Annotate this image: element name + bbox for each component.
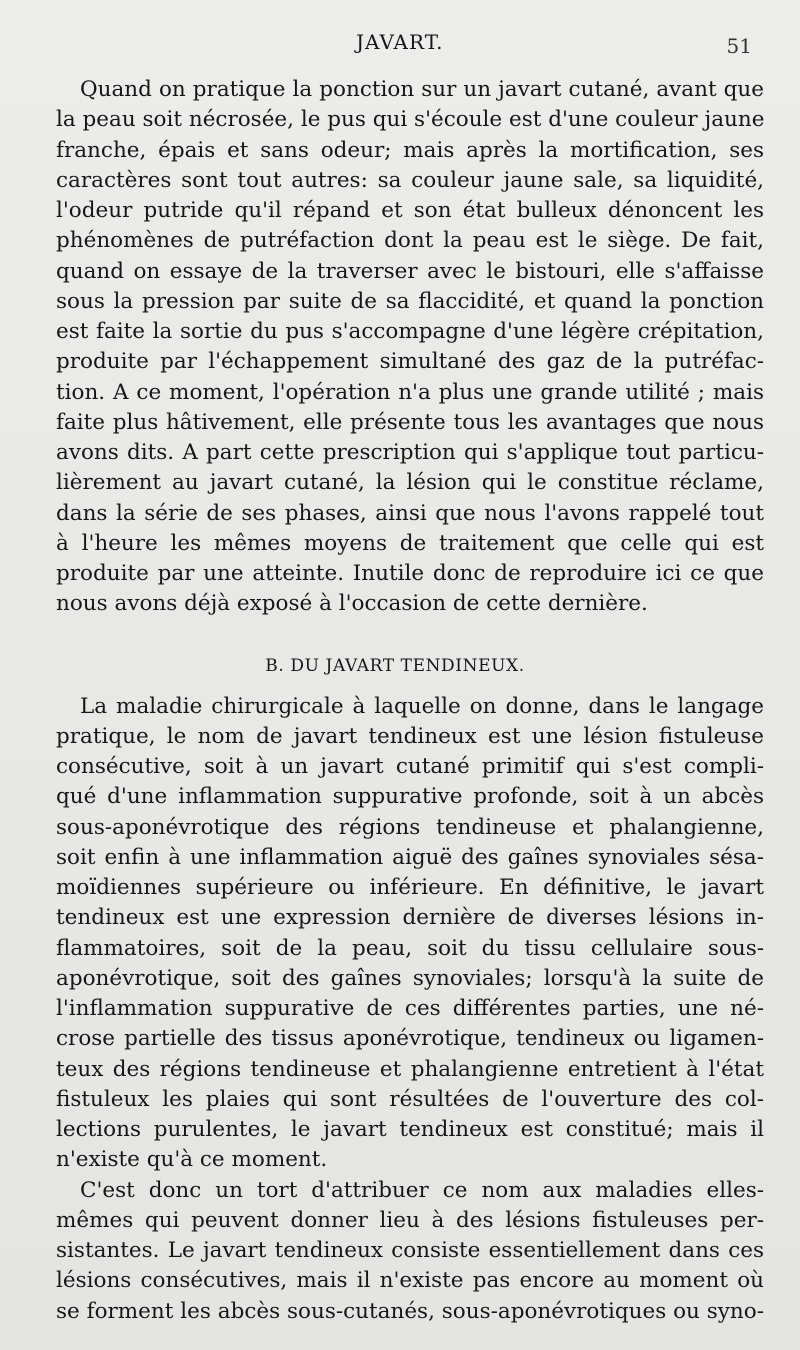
text-line: produite par une atteinte. Inutile donc de reproduire ici ce que <box>56 561 764 586</box>
section-b-paragraph-2 <box>56 1176 764 1327</box>
text-line: dans la série de ses phases, ainsi que nous l'avons rappelé tout <box>56 500 764 526</box>
heading-spacer <box>56 680 764 692</box>
text-line: phénomènes de putréfaction dont la peau est le siège. De fait, <box>56 228 764 254</box>
text-line: Quand on pratique la ponction sur un javart cutané, avant que <box>80 77 764 102</box>
page-number: 51 <box>726 34 752 58</box>
body-text <box>56 75 764 1327</box>
text-line: faite plus hâtivement, elle présente tous les avantages que nous <box>56 409 764 435</box>
text-line: aponévrotique, soit des gaînes synoviales; lorsqu'à la suite de <box>56 965 764 991</box>
text-line: l'inflammation suppurative de ces différentes parties, une né- <box>56 996 764 1021</box>
text-line: franche, épais et sans odeur; mais après la mortification, ses <box>56 137 764 163</box>
text-line: tendineux est une expression dernière de diverses lésions in- <box>56 905 764 931</box>
text-line: quand on essaye de la traverser avec le bistouri, elle s'affaisse <box>56 258 764 284</box>
text-line: se forment les abcès sous-cutanés, sous-aponévrotiques ou syno- <box>56 1298 764 1324</box>
text-line: flammatoires, soit de la peau, soit du tissu cellulaire sous- <box>56 935 764 961</box>
text-line: teux des régions tendineuse et phalangienne entretient à l'état <box>56 1056 764 1082</box>
text-line: est faite la sortie du pus s'accompagne d'une légère crépitation, <box>56 319 764 344</box>
text-line: mêmes qui peuvent donner lieu à des lésions fistuleuses per- <box>56 1207 764 1233</box>
text-line: sistantes. Le javart tendineux consiste essentiellement dans ces <box>56 1238 764 1263</box>
text-line: à l'heure les mêmes moyens de traitement que celle qui est <box>56 530 764 556</box>
text-line: lections purulentes, le javart tendineux est constitué; mais il <box>56 1117 764 1142</box>
text-line: C'est donc un tort d'attribuer ce nom aux maladies elles- <box>80 1177 764 1203</box>
text-line: La maladie chirurgicale à laquelle on donne, dans le langage <box>80 693 764 719</box>
text-line: sous-aponévrotique des régions tendineuse et phalangienne, <box>56 814 764 840</box>
text-line: moïdiennes supérieure ou inférieure. En définitive, le javart <box>56 875 764 900</box>
text-line: nous avons déjà exposé à l'occasion de cette dernière. <box>56 591 648 617</box>
text-line: soit enfin à une inflammation aiguë des gaînes synoviales sésa- <box>56 844 764 870</box>
text-line: la peau soit nécrosée, le pus qui s'écoule est d'une couleur jaune <box>56 107 764 133</box>
text-line: crose partielle des tissus aponévrotique, tendineux ou ligamen- <box>56 1026 764 1052</box>
section-spacer <box>56 620 764 652</box>
text-line: lièrement au javart cutané, la lésion qui le constitue réclame, <box>56 470 764 496</box>
text-line: qué d'une inflammation suppurative profonde, soit à un abcès <box>56 784 764 810</box>
text-line: avons dits. A part cette prescription qui s'applique tout particu- <box>56 440 764 465</box>
text-line: consécutive, soit à un javart cutané primitif qui s'est compli- <box>56 754 764 779</box>
text-line: l'odeur putride qu'il répand et son état bulleux dénoncent les <box>56 198 764 223</box>
text-line: produite par l'échappement simultané des gaz de la putréfac- <box>56 349 764 375</box>
section-heading: B. DU JAVART TENDINEUX. <box>265 655 525 676</box>
text-line: sous la pression par suite de sa flaccidité, et quand la ponction <box>56 288 764 314</box>
text-line: fistuleux les plaies qui sont résultées de l'ouverture des col- <box>56 1086 764 1112</box>
text-line: caractères sont tout autres: sa couleur jaune sale, sa liquidité, <box>56 167 764 193</box>
text-line: tion. A ce moment, l'opération n'a plus une grande utilité ; mais <box>56 379 764 405</box>
text-line: n'existe qu'à ce moment. <box>56 1147 328 1173</box>
section-b-paragraph-1 <box>56 692 764 1176</box>
text-line: pratique, le nom de javart tendineux est une lésion fistuleuse <box>56 723 764 749</box>
running-title: JAVART. <box>356 30 444 54</box>
text-line: lésions consécutives, mais il n'existe pas encore au moment où <box>56 1268 764 1294</box>
running-head <box>0 30 800 60</box>
section-a-paragraph <box>56 75 764 620</box>
